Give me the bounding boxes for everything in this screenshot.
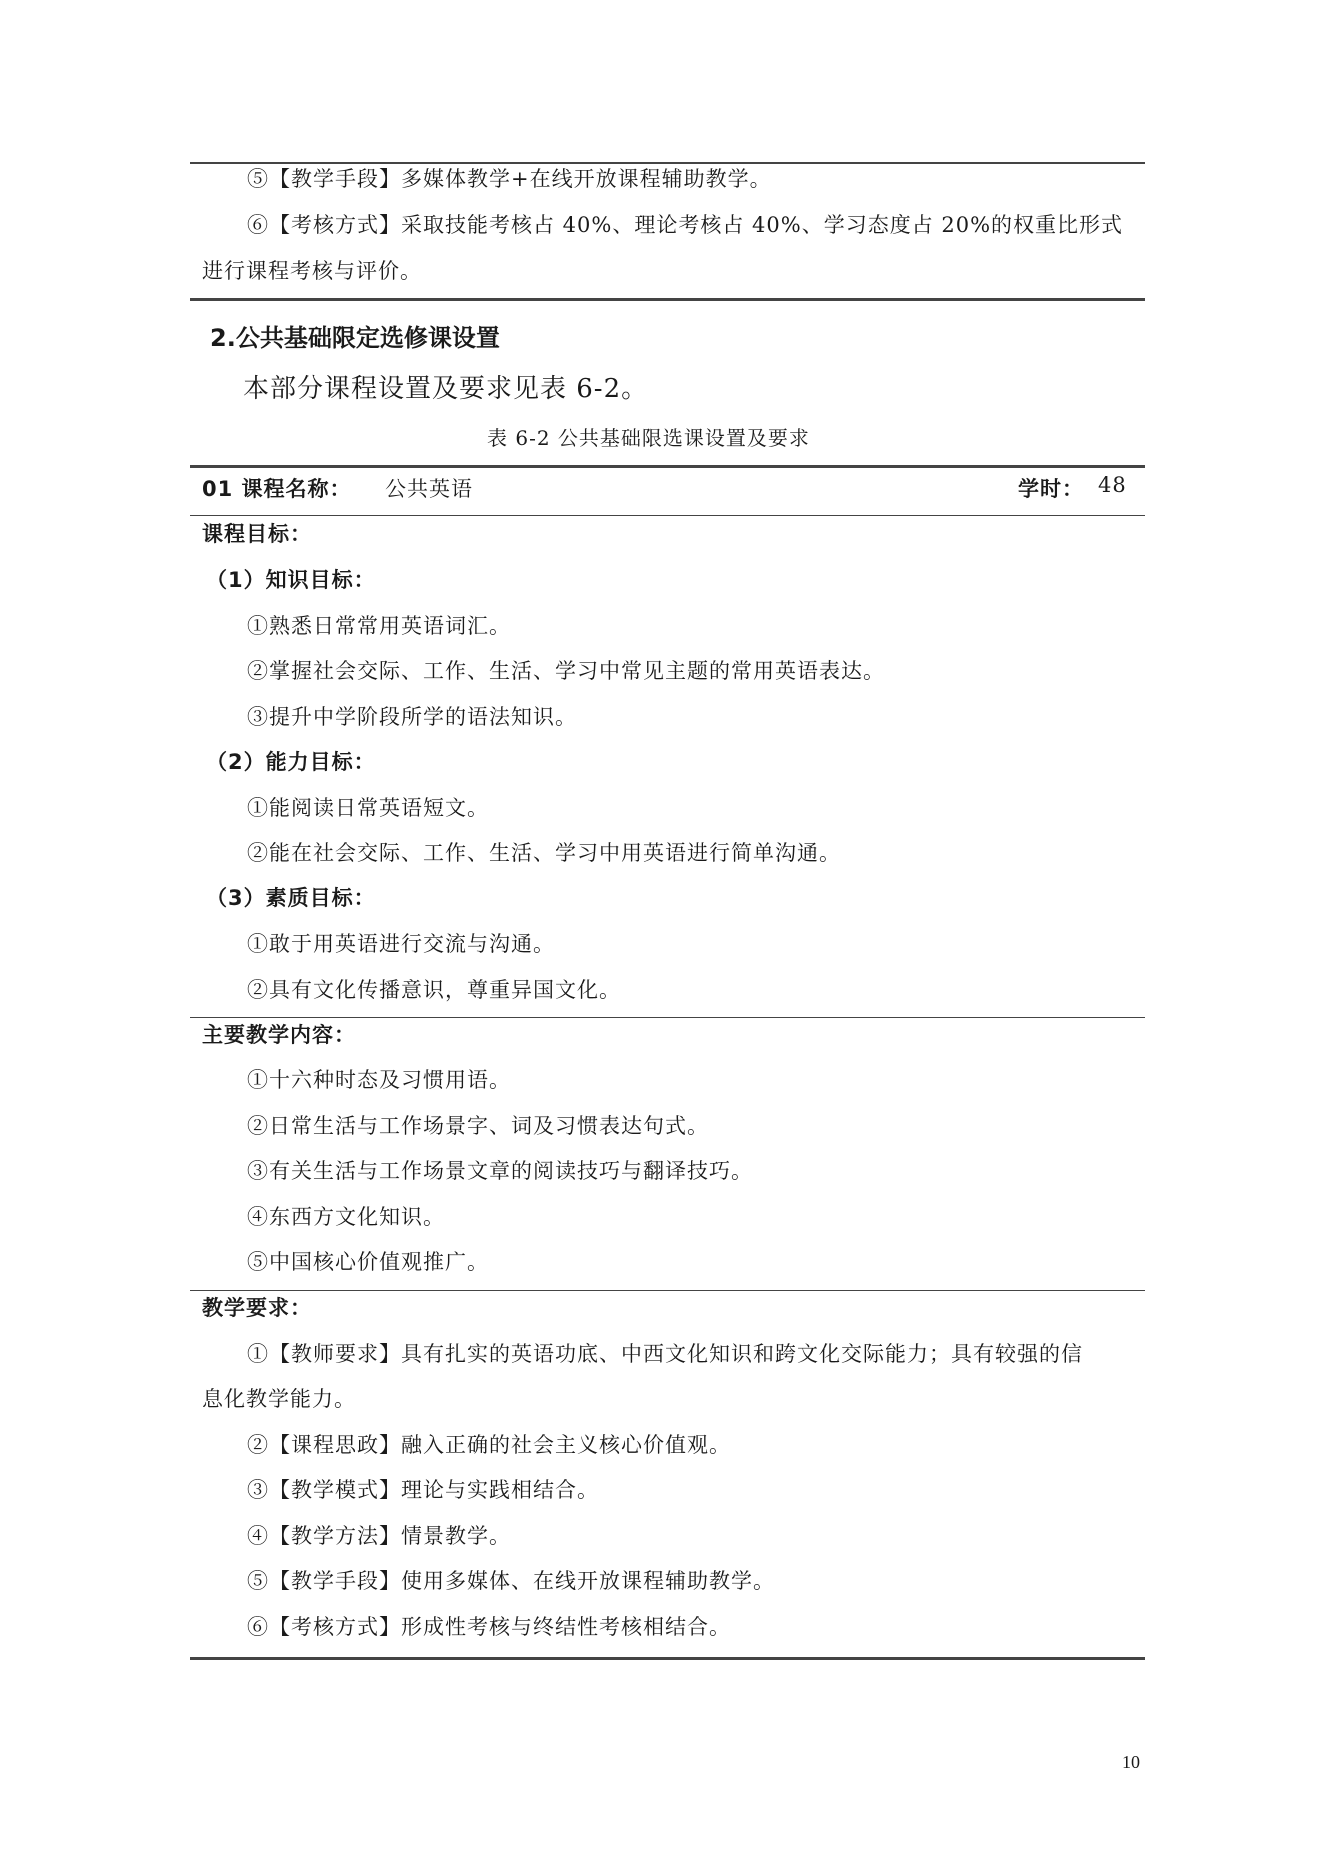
page-number: 10 [1122,1752,1140,1772]
list-item: ②能在社会交际、工作、生活、学习中用英语进行简单沟通。 [247,841,841,865]
list-item: ②日常生活与工作场景字、词及习惯表达句式。 [247,1114,709,1138]
table-bottom-rule [190,1657,1145,1660]
list-item: ④【教学方法】情景教学。 [247,1524,511,1548]
knowledge-heading: （1）知识目标： [206,568,376,592]
list-item: ②掌握社会交际、工作、生活、学习中常见主题的常用英语表达。 [247,659,885,683]
objectives-bottom-rule [190,1017,1145,1018]
content-heading: 主要教学内容： [202,1023,356,1047]
list-item: ①【教师要求】具有扎实的英语功底、中西文化知识和跨文化交际能力；具有较强的信 [247,1342,1083,1366]
section-heading: 2.公共基础限定选修课设置 [210,324,500,352]
table-top-rule [190,465,1145,468]
list-item: ③【教学模式】理论与实践相结合。 [247,1478,599,1502]
hours-value: 48 [1098,473,1127,497]
list-item: ④东西方文化知识。 [247,1205,445,1229]
list-item: ⑥【考核方式】形成性考核与终结性考核相结合。 [247,1615,731,1639]
list-item: ①十六种时态及习惯用语。 [247,1068,511,1092]
list-item: ⑤中国核心价值观推广。 [247,1250,489,1274]
objectives-heading: 课程目标： [202,522,312,546]
quality-heading: （3）素质目标： [206,886,376,910]
top-line-1: ⑤【教学手段】多媒体教学+在线开放课程辅助教学。 [247,167,772,191]
list-item: ②具有文化传播意识，尊重异国文化。 [247,978,621,1002]
list-item: ⑤【教学手段】使用多媒体、在线开放课程辅助教学。 [247,1569,775,1593]
header-row-rule [190,515,1145,516]
course-name-label: 01 课程名称： [202,477,352,501]
top-line-3: 进行课程考核与评价。 [202,259,422,283]
top-block-bottom-rule [190,298,1145,301]
list-item-continuation: 息化教学能力。 [202,1387,356,1411]
content-bottom-rule [190,1290,1145,1291]
requirements-heading: 教学要求： [202,1296,312,1320]
list-item: ①熟悉日常常用英语词汇。 [247,614,511,638]
list-item: ①敢于用英语进行交流与沟通。 [247,932,555,956]
hours-label: 学时： [1018,477,1084,501]
intro-paragraph: 本部分课程设置及要求见表 6-2。 [243,374,649,404]
list-item: ③提升中学阶段所学的语法知识。 [247,705,577,729]
list-item: ①能阅读日常英语短文。 [247,796,489,820]
top-line-2: ⑥【考核方式】采取技能考核占 40%、理论考核占 40%、学习态度占 20%的权重比形式 [247,213,1124,237]
ability-heading: （2）能力目标： [206,750,376,774]
course-name-value: 公共英语 [385,477,473,501]
list-item: ③有关生活与工作场景文章的阅读技巧与翻译技巧。 [247,1159,753,1183]
table-caption: 表 6-2 公共基础限选课设置及要求 [487,426,810,450]
list-item: ②【课程思政】融入正确的社会主义核心价值观。 [247,1433,731,1457]
